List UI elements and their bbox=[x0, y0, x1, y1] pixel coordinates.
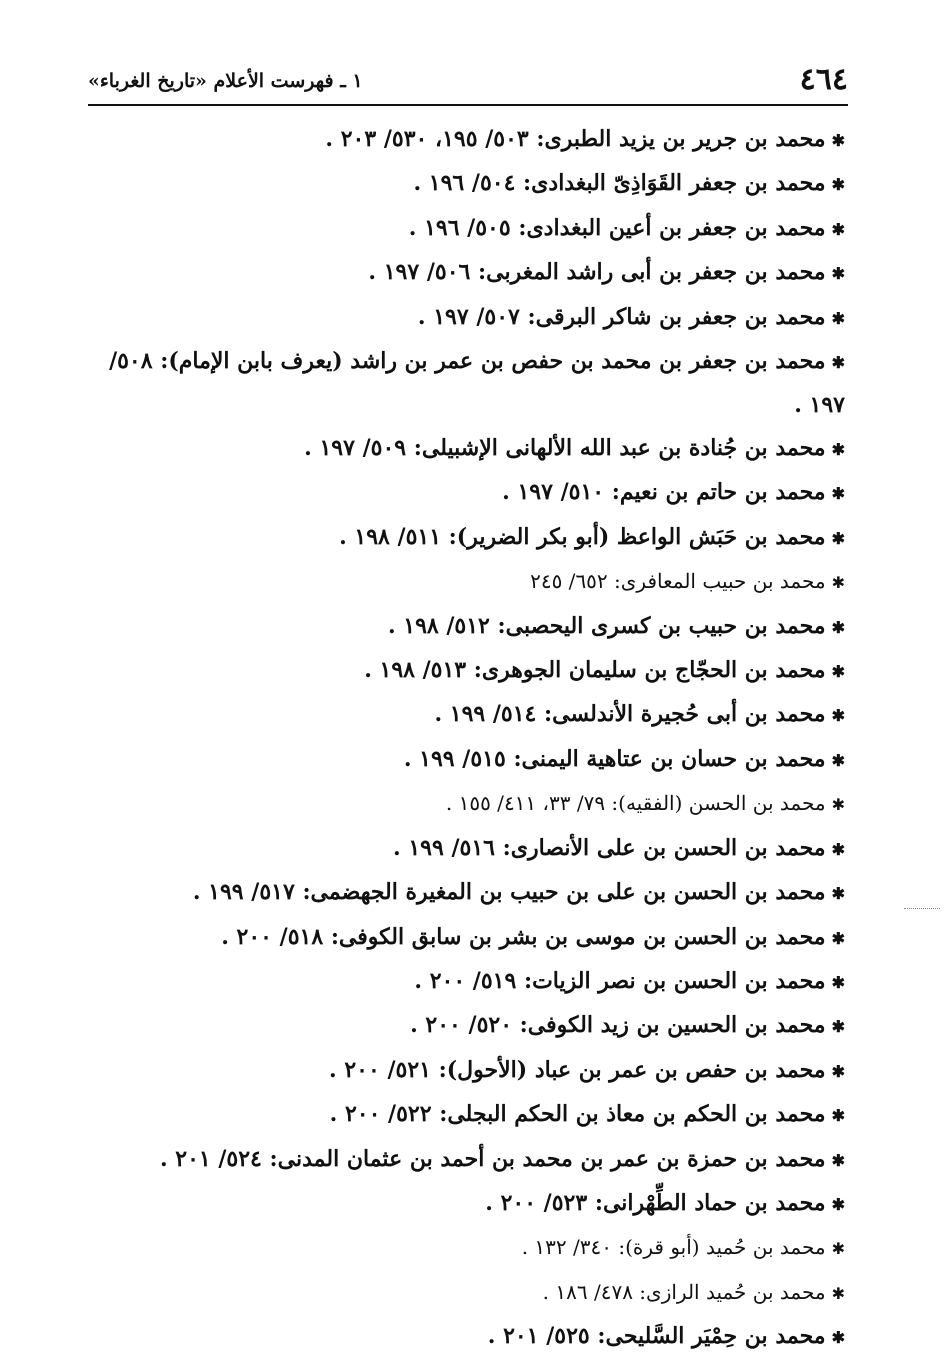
asterisk-icon: ✱ bbox=[831, 573, 845, 593]
asterisk-icon: ✱ bbox=[831, 884, 845, 904]
index-entry: ✱محمد بن جرير بن يزيد الطبرى: ٥٠٣/ ١٩٥، ٥٣٠/ ٢٠٣ . bbox=[100, 118, 845, 162]
index-entry: ✱محمد بن جعفر بن شاكر البرقى: ٥٠٧/ ١٩٧ . bbox=[100, 296, 845, 340]
asterisk-icon: ✱ bbox=[831, 131, 845, 150]
page-number: ٤٦٤ bbox=[799, 62, 848, 97]
asterisk-icon: ✱ bbox=[831, 839, 845, 859]
index-entry: ✱محمد بن الحجّاج بن سليمان الجوهرى: ٥١٣/ ١٩٨ . bbox=[100, 649, 845, 693]
asterisk-icon: ✱ bbox=[831, 528, 845, 548]
asterisk-icon: ✱ bbox=[831, 1061, 845, 1081]
index-entry: ✱محمد بن حمزة بن عمر بن محمد بن أحمد بن عثمان المدنى: ٥٢٤/ ٢٠١ . bbox=[100, 1138, 845, 1182]
index-entry: ✱محمد بن جعفر بن أعين البغدادى: ٥٠٥/ ١٩٦ . bbox=[100, 207, 845, 251]
index-entry: ✱محمد بن حَبَش الواعظ (أبو بكر الضرير): ٥١١/ ١٩٨ . bbox=[100, 516, 845, 560]
asterisk-icon: ✱ bbox=[831, 1106, 845, 1126]
asterisk-icon: ✱ bbox=[831, 706, 845, 726]
header-rule bbox=[88, 104, 848, 106]
asterisk-icon: ✱ bbox=[831, 175, 845, 195]
index-entry: ✱محمد بن حِمْيَر السَّليحى: ٥٢٥/ ٢٠١ . bbox=[100, 1315, 845, 1359]
index-entry: ✱محمد بن الحسن بن على الأنصارى: ٥١٦/ ١٩٩ . bbox=[100, 827, 845, 871]
index-entry: ✱محمد بن الحسن بن نصر الزيات: ٥١٩/ ٢٠٠ . bbox=[100, 960, 845, 1004]
asterisk-icon: ✱ bbox=[831, 972, 845, 992]
index-entry: ✱محمد بن الحسين بن زيد الكوفى: ٥٢٠/ ٢٠٠ . bbox=[100, 1004, 845, 1048]
index-entry: ✱محمد بن الحكم بن معاذ بن الحكم البجلى: ٥٢٢/ ٢٠٠ . bbox=[100, 1093, 845, 1137]
index-entry: ✱محمد بن جعفر بن أبى راشد المغربى: ٥٠٦/ ١٩٧ . bbox=[100, 251, 845, 295]
index-entry: ✱محمد بن الحسن بن موسى بن بشر بن سابق الكوفى: ٥١٨/ ٢٠٠ . bbox=[100, 916, 845, 960]
asterisk-icon: ✱ bbox=[831, 795, 845, 815]
index-entry: ✱محمد بن حبيب المعافرى: ٦٥٢/ ٢٤٥ bbox=[100, 560, 845, 604]
asterisk-icon: ✱ bbox=[831, 1017, 845, 1037]
asterisk-icon: ✱ bbox=[831, 1239, 845, 1259]
asterisk-icon: ✱ bbox=[831, 617, 845, 637]
index-entry: ✱محمد بن الحسن (الفقيه): ٧٩/ ٣٣، ٤١١/ ١٥٥ . bbox=[100, 782, 845, 826]
index-entry: ✱محمد بن أبى حُجيرة الأندلسى: ٥١٤/ ١٩٩ . bbox=[100, 693, 845, 737]
index-entry: ✱محمد بن حاتم بن نعيم: ٥١٠/ ١٩٧ . bbox=[100, 471, 845, 515]
index-entry: ✱محمد بن جعفر بن محمد بن حفص بن عمر بن راشد (يعرف بابن الإمام): ٥٠٨/ ١٩٧ . bbox=[100, 340, 845, 427]
asterisk-icon: ✱ bbox=[831, 308, 845, 328]
index-entry: ✱محمد بن حسان بن عتاهية اليمنى: ٥١٥/ ١٩٩ . bbox=[100, 738, 845, 782]
asterisk-icon: ✱ bbox=[831, 440, 845, 460]
index-entry: ✱محمد بن الحسن بن على بن حبيب بن المغيرة الجهضمى: ٥١٧/ ١٩٩ . bbox=[100, 871, 845, 915]
asterisk-icon: ✱ bbox=[831, 928, 845, 948]
asterisk-icon: ✱ bbox=[831, 662, 845, 682]
index-entry: ✱محمد بن جعفر القَوَاذِىّ البغدادى: ٥٠٤/ ١٩٦ . bbox=[100, 162, 845, 206]
asterisk-icon: ✱ bbox=[831, 1328, 845, 1348]
margin-mark bbox=[904, 908, 940, 909]
index-entry: ✱محمد بن حماد الطِّهْرانى: ٥٢٣/ ٢٠٠ . bbox=[100, 1182, 845, 1226]
index-entry: ✱محمد بن حُميد الرازى: ٤٧٨/ ١٨٦ . bbox=[100, 1271, 845, 1315]
index-entry: ✱محمد بن حُميد (أبو قرة): ٣٤٠/ ١٣٢ . bbox=[100, 1226, 845, 1270]
index-entry: ✱محمد بن جُنادة بن عبد الله الألهانى الإشبيلى: ٥٠٩/ ١٩٧ . bbox=[100, 427, 845, 471]
asterisk-icon: ✱ bbox=[831, 219, 845, 239]
page-header bbox=[88, 60, 848, 100]
asterisk-icon: ✱ bbox=[831, 1150, 845, 1170]
asterisk-icon: ✱ bbox=[831, 750, 845, 770]
asterisk-icon: ✱ bbox=[831, 1283, 845, 1303]
asterisk-icon: ✱ bbox=[831, 1194, 845, 1214]
asterisk-icon: ✱ bbox=[831, 353, 845, 373]
running-title: ١ ـ فهرست الأعلام «تاريخ الغرباء» bbox=[88, 70, 363, 92]
asterisk-icon: ✱ bbox=[831, 484, 845, 504]
index-entry: ✱محمد بن حفص بن عمر بن عباد (الأحول): ٥٢١/ ٢٠٠ . bbox=[100, 1049, 845, 1093]
index-entry: ✱محمد بن حبيب بن كسرى اليحصبى: ٥١٢/ ١٩٨ . bbox=[100, 605, 845, 649]
index-entries bbox=[100, 118, 845, 1360]
asterisk-icon: ✱ bbox=[831, 264, 845, 284]
